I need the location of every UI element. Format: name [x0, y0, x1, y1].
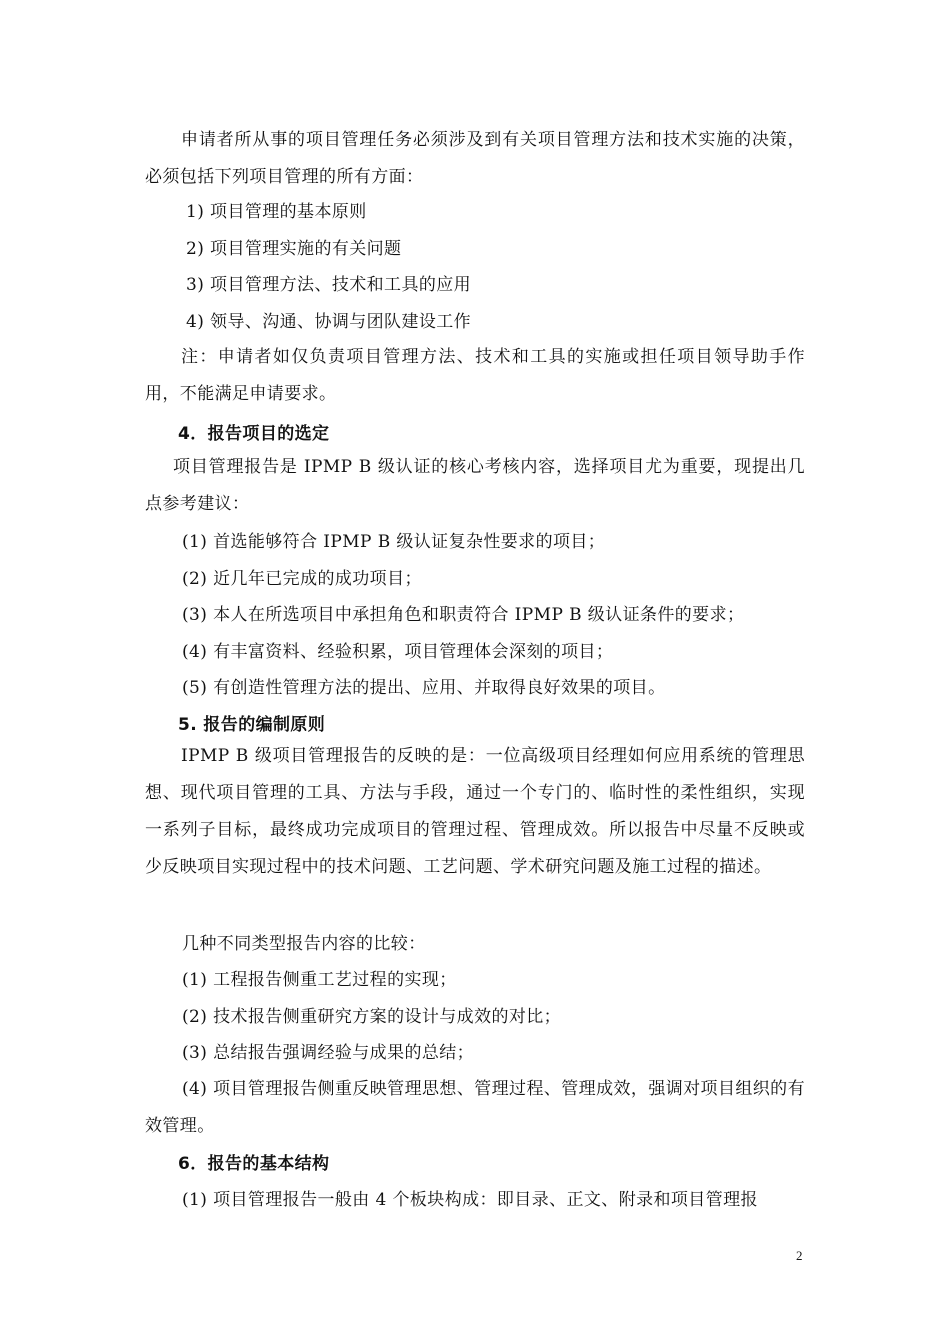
section4-item: (5) 有创造性管理方法的提出、应用、并取得良好效果的项目。 — [182, 678, 666, 698]
section-heading: 5. 报告的编制原则 — [178, 715, 326, 735]
section5-item: (3) 总结报告强调经验与成果的总结； — [182, 1043, 475, 1063]
section-heading: 6．报告的基本结构 — [178, 1154, 330, 1174]
section5-intro: 几种不同类型报告内容的比较： — [182, 934, 426, 954]
section5-item4 — [145, 1071, 805, 1145]
section4-text: 项目管理报告是 IPMP B 级认证的核心考核内容，选择项目尤为重要，现提出几点参考建议： — [145, 457, 805, 514]
section4-item: (4) 有丰富资料、经验积累，项目管理体会深刻的项目； — [182, 642, 614, 662]
note-paragraph — [145, 339, 805, 413]
section5-paragraph — [145, 738, 805, 886]
section4-item: (3) 本人在所选项目中承担角色和职责符合 IPMP B 级认证条件的要求； — [182, 605, 745, 625]
section-heading: 4．报告项目的选定 — [178, 424, 330, 444]
section5-item4-text: (4) 项目管理报告侧重反映管理思想、管理过程、管理成效，强调对项目组织的有效管理。 — [145, 1079, 805, 1136]
section4-paragraph — [145, 449, 805, 523]
intro-item: 4) 领导、沟通、协调与团队建设工作 — [186, 312, 472, 332]
page-number: 2 — [796, 1248, 803, 1263]
intro-item: 1) 项目管理的基本原则 — [186, 202, 367, 222]
section5-text: IPMP B 级项目管理报告的反映的是：一位高级项目经理如何应用系统的管理思想、现代项目管理的工具、方法与手段，通过一个专门的、临时性的柔性组织，实现一系列子目标，最终成功完成项目的管理过程、管理成效。所以报告中尽量不反映或少反映项目实现过程中的技术问题、工艺问题、学术研究问题及施工过程的描述。 — [145, 746, 805, 877]
note-text: 注：申请者如仅负责项目管理方法、技术和工具的实施或担任项目领导助手作用，不能满足申请要求。 — [145, 347, 805, 404]
section5-item: (2) 技术报告侧重研究方案的设计与成效的对比； — [182, 1007, 562, 1027]
intro-paragraph — [145, 122, 805, 196]
section4-item: (2) 近几年已完成的成功项目； — [182, 569, 422, 589]
intro-item: 3) 项目管理方法、技术和工具的应用 — [186, 275, 472, 295]
section4-item: (1) 首选能够符合 IPMP B 级认证复杂性要求的项目； — [182, 532, 606, 552]
section5-item: (1) 工程报告侧重工艺过程的实现； — [182, 970, 457, 990]
intro-item: 2) 项目管理实施的有关问题 — [186, 239, 402, 259]
section6-paragraph: (1) 项目管理报告一般由 4 个板块构成：即目录、正文、附录和项目管理报 — [182, 1190, 758, 1210]
intro-text: 申请者所从事的项目管理任务必须涉及到有关项目管理方法和技术实施的决策，必须包括下列项目管理的所有方面： — [145, 130, 805, 187]
